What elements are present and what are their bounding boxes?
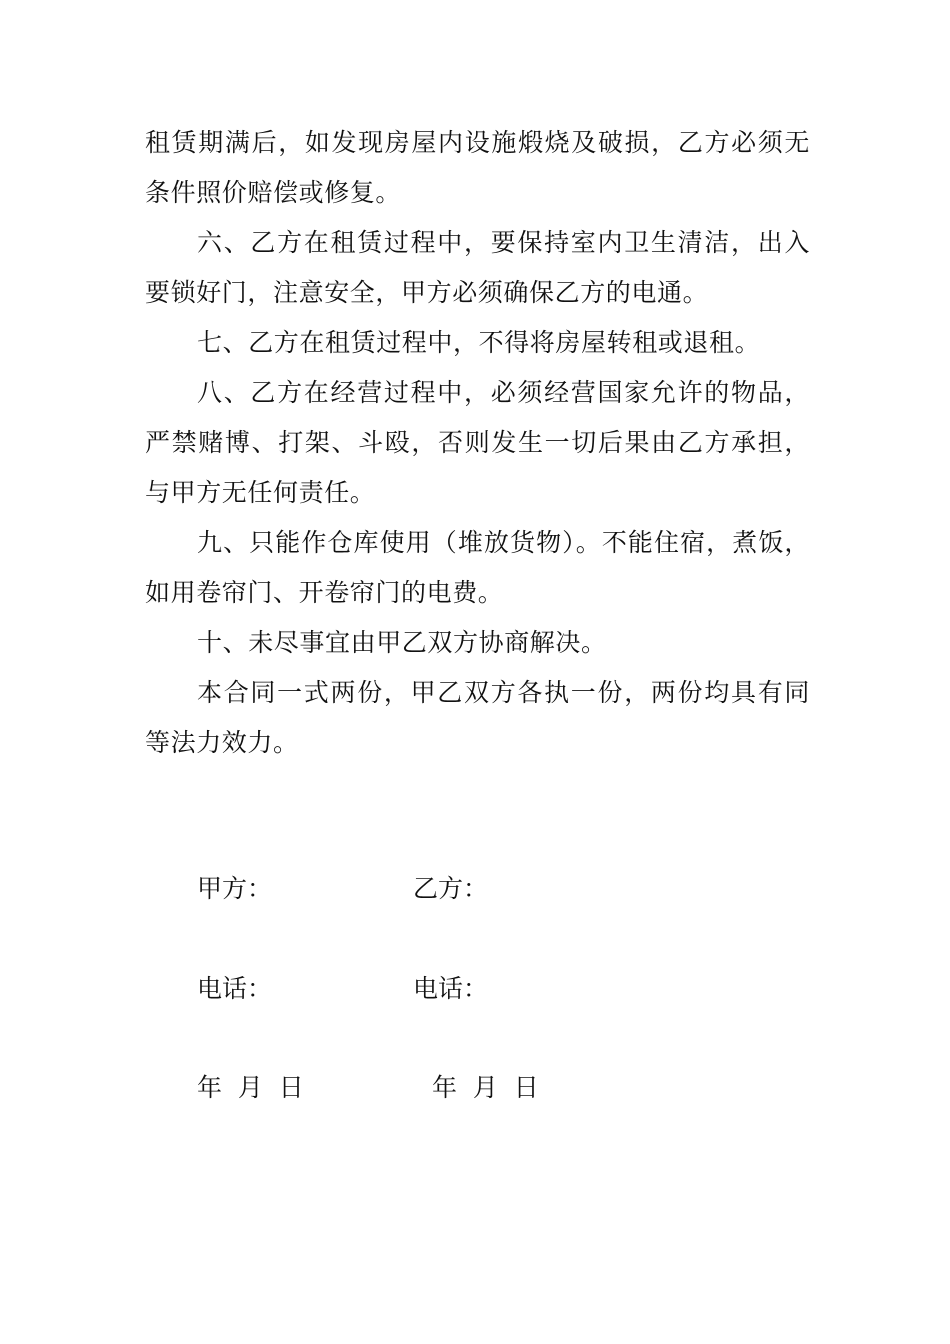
paragraph-clause-ten: 十、未尽事宜由甲乙双方协商解决。 xyxy=(197,628,607,657)
party-b-label: 乙方： xyxy=(413,874,489,903)
paragraph-clause-nine: 九、只能作仓库使用（堆放货物）。不能住宿，煮饭，如用卷帘门、开卷帘门的电费。 xyxy=(145,528,810,607)
party-b-date: 年 月 日 xyxy=(432,1073,539,1102)
contract-body xyxy=(145,118,810,768)
paragraph-clause-six: 六、乙方在租赁过程中，要保持室内卫生清洁，出入要锁好门，注意安全，甲方必须确保乙方的电通。 xyxy=(145,228,810,307)
paragraph-clause-seven: 七、乙方在租赁过程中，不得将房屋转租或退租。 xyxy=(197,328,761,357)
paragraph-clause-eight: 八、乙方在经营过程中，必须经营国家允许的物品，严禁赌博、打架、斗殴，否则发生一切后果由乙方承担，与甲方无任何责任。 xyxy=(145,378,810,507)
party-a-phone-label: 电话： xyxy=(197,974,273,1003)
party-a-date: 年 月 日 xyxy=(197,1073,304,1102)
party-b-phone-label: 电话： xyxy=(413,974,489,1003)
paragraph-copies: 本合同一式两份，甲乙双方各执一份，两份均具有同等法力效力。 xyxy=(145,678,810,757)
party-a-label: 甲方： xyxy=(197,874,273,903)
paragraph-continued: 租赁期满后，如发现房屋内设施煅烧及破损，乙方必须无条件照价赔偿或修复。 xyxy=(145,128,810,207)
